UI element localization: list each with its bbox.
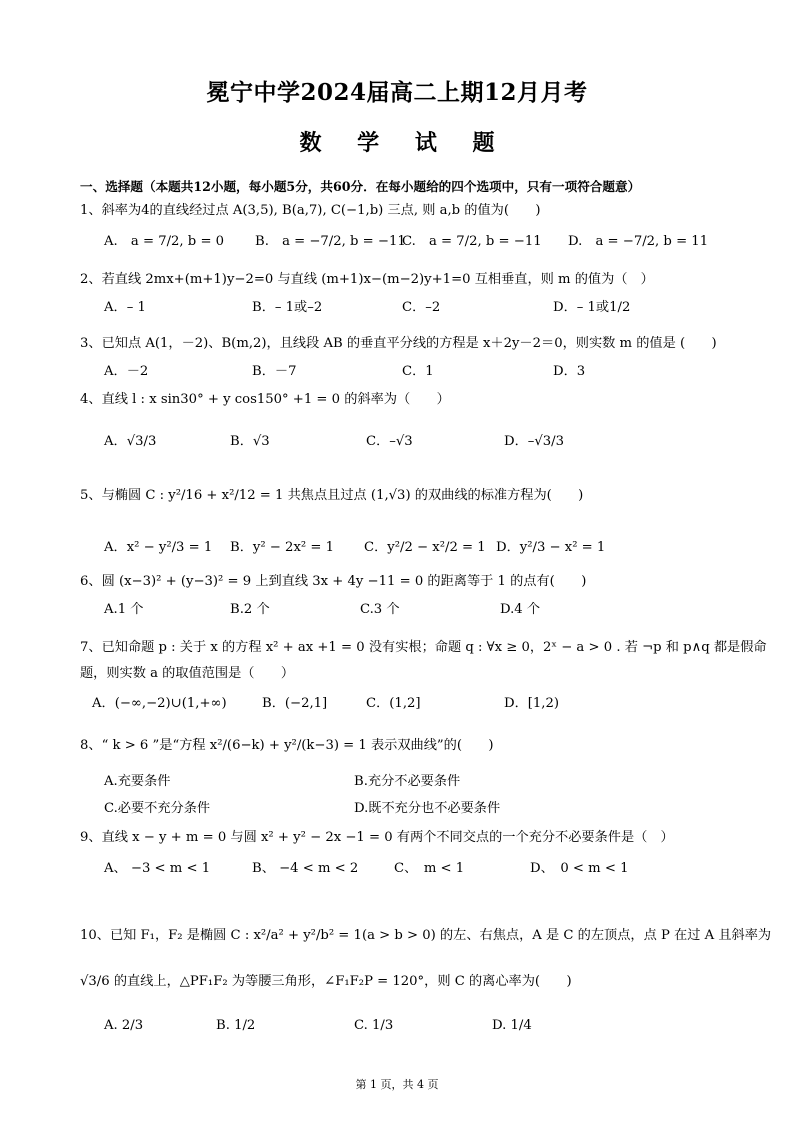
q10-option-c: C. 1/3 (354, 1018, 394, 1033)
q6-option-c: C.3 个 (360, 602, 400, 617)
q10-option-b: B. 1/2 (216, 1018, 256, 1033)
q1-option-b: B. a = −7/2, b = −11 (255, 234, 406, 249)
subject-title: 数 学 试 题 (299, 130, 509, 156)
q3-option-c: C．1 (402, 364, 434, 379)
q1-option-c: C. a = 7/2, b = −11 (402, 234, 542, 249)
q5-option-d: D．y²/3 − x² = 1 (496, 540, 606, 555)
q9-option-d: D、 0 < m < 1 (530, 861, 629, 876)
page-footer: 第 1 页，共 4 页 (355, 1078, 439, 1091)
q9-option-a: A、 −3 < m < 1 (104, 861, 211, 876)
q10-option-d: D. 1/4 (492, 1018, 532, 1033)
q6-option-b: B.2 个 (230, 602, 270, 617)
q5-option-a: A．x² − y²/3 = 1 (104, 540, 213, 555)
q2-stem: 2、若直线 2mx+(m+1)y−2=0 与直线 (m+1)x−(m−2)y+1=0 互相垂直，则 m 的值为（ ） (80, 272, 654, 287)
q2-option-a: A．– 1 (104, 300, 146, 315)
q9-option-c: C、 m < 1 (394, 861, 465, 876)
q8-option-b: B.充分不必要条件 (354, 774, 461, 789)
q1-stem: 1、斜率为4的直线经过点 A(3,5), B(a,7), C(−1,b) 三点, 则 a,b 的值为( ) (80, 203, 541, 218)
q4-option-d: D．–√3/3 (504, 434, 564, 449)
q8-option-a: A.充要条件 (104, 774, 171, 789)
q3-option-a: A．－2 (104, 364, 149, 379)
q10-stem-line1: 10、已知 F₁，F₂ 是椭圆 C : x²/a² + y²/b² = 1(a > b > 0) 的左、右焦点，A 是 C 的左顶点，点 P 在过 A 且斜率为 (80, 928, 772, 943)
q5-stem: 5、与椭圆 C : y²/16 + x²/12 = 1 共焦点且过点 (1,√3) 的双曲线的标准方程为( ) (80, 488, 584, 503)
q8-option-d: D.既不充分也不必要条件 (354, 801, 501, 816)
q2-option-d: D．– 1或1/2 (553, 300, 631, 315)
school-title: 冕宁中学2024届高二上期12月月考 (206, 79, 588, 106)
q6-option-d: D.4 个 (500, 602, 541, 617)
q6-option-a: A.1 个 (104, 602, 144, 617)
q7-stem-line1: 7、已知命题 p : 关于 x 的方程 x² + ax +1 = 0 没有实根；命题 q : ∀x ≥ 0，2ˣ − a > 0 . 若 ¬p 和 p∧q 都是假命 (80, 640, 767, 655)
q4-option-c: C．–√3 (366, 434, 413, 449)
q4-option-b: B．√3 (230, 434, 270, 449)
q7-option-a: A．(−∞,−2)∪(1,+∞) (92, 696, 227, 711)
q1-option-a: A. a = 7/2, b = 0 (104, 234, 225, 249)
q10-option-a: A. 2/3 (104, 1018, 144, 1033)
q6-stem: 6、圆 (x−3)² + (y−3)² = 9 上到直线 3x + 4y −11 = 0 的距离等于 1 的点有( ) (80, 574, 587, 589)
q8-stem: 8、“ k > 6 ”是“方程 x²/(6−k) + y²/(k−3) = 1 表示双曲线”的( ) (80, 738, 494, 753)
q8-option-c: C.必要不充分条件 (104, 801, 211, 816)
q7-option-d: D．[1,2) (504, 696, 560, 711)
q5-option-b: B．y² − 2x² = 1 (230, 540, 334, 555)
q2-option-b: B．– 1或–2 (252, 300, 323, 315)
q7-stem-line2: 题，则实数 a 的取值范围是（ ） (80, 666, 295, 681)
q3-stem: 3、已知点 A(1，－2)、B(m,2)，且线段 AB 的垂直平分线的方程是 x＋2y－2＝0，则实数 m 的值是 ( ) (80, 336, 717, 351)
q10-stem-line2: √3/6 的直线上，△PF₁F₂ 为等腰三角形，∠F₁F₂P = 120°，则 C 的离心率为( ) (80, 974, 572, 989)
q3-option-d: D．3 (553, 364, 586, 379)
q7-option-b: B．(−2,1] (262, 696, 328, 711)
q2-option-c: C．–2 (402, 300, 441, 315)
q9-option-b: B、 −4 < m < 2 (252, 861, 359, 876)
section-heading: 一、选择题（本题共12小题，每小题5分，共60分．在每小题给的四个选项中，只有一项符合题意） (80, 179, 641, 194)
q9-stem: 9、直线 x − y + m = 0 与圆 x² + y² − 2x −1 = 0 有两个不同交点的一个充分不必要条件是（ ） (80, 830, 674, 845)
q4-option-a: A．√3/3 (104, 434, 157, 449)
q7-option-c: C．(1,2] (366, 696, 421, 711)
q5-option-c: C．y²/2 − x²/2 = 1 (364, 540, 486, 555)
q3-option-b: B．－7 (252, 364, 297, 379)
q1-option-d: D. a = −7/2, b = 11 (568, 234, 709, 249)
q4-stem: 4、直线 l : x sin30° + y cos150° +1 = 0 的斜率为（ ） (80, 392, 450, 407)
